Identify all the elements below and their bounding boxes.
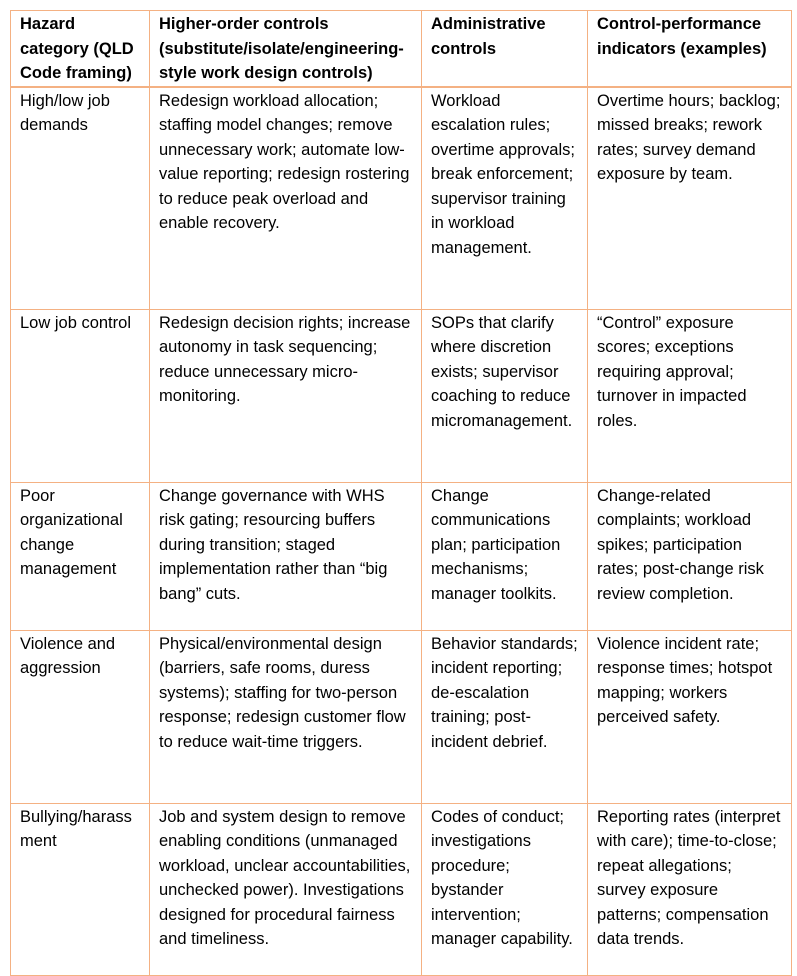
administrative-cell: Change communications plan; participation mechanisms; manager toolkits. — [422, 482, 588, 630]
header-administrative-controls: Administrative controls — [422, 11, 588, 87]
higher-order-cell: Physical/environmental design (barriers, safe rooms, duress systems); staffing for two-person response; redesign customer flow to reduce wait-time triggers. — [150, 630, 422, 803]
administrative-cell: Behavior standards; incident reporting; de-escalation training; post-incident debrief. — [422, 630, 588, 803]
table-row — [11, 630, 792, 803]
hazard-cell: Violence and aggression — [11, 630, 150, 803]
indicators-cell: Reporting rates (interpret with care); time-to-close; repeat allegations; survey exposure patterns; compensation data trends. — [588, 803, 792, 975]
table-row — [11, 803, 792, 975]
table-row — [11, 309, 792, 482]
header-performance-indicators: Control-performance indicators (examples) — [588, 11, 792, 87]
hazard-cell: Low job control — [11, 309, 150, 482]
higher-order-cell: Change governance with WHS risk gating; resourcing buffers during transition; staged implementation rather than “big bang” cuts. — [150, 482, 422, 630]
indicators-cell: Change-related complaints; workload spikes; participation rates; post-change risk review completion. — [588, 482, 792, 630]
indicators-cell: Overtime hours; backlog; missed breaks; rework rates; survey demand exposure by team. — [588, 87, 792, 310]
table-header-row — [11, 11, 792, 87]
higher-order-cell: Redesign workload allocation; staffing model changes; remove unnecessary work; automate low-value reporting; redesign rostering to reduce peak overload and enable recovery. — [150, 87, 422, 310]
table-row — [11, 482, 792, 630]
hazard-controls-table — [10, 10, 792, 976]
hazard-cell: Bullying/harassment — [11, 803, 150, 975]
indicators-cell: Violence incident rate; response times; hotspot mapping; workers perceived safety. — [588, 630, 792, 803]
administrative-cell: SOPs that clarify where discretion exists; supervisor coaching to reduce micromanagement. — [422, 309, 588, 482]
administrative-cell: Codes of conduct; investigations procedure; bystander intervention; manager capability. — [422, 803, 588, 975]
higher-order-cell: Redesign decision rights; increase autonomy in task sequencing; reduce unnecessary micro-monitoring. — [150, 309, 422, 482]
header-higher-order-controls: Higher-order controls (substitute/isolate/engineering-style work design controls) — [150, 11, 422, 87]
header-hazard-category: Hazard category (QLD Code framing) — [11, 11, 150, 87]
administrative-cell: Workload escalation rules; overtime approvals; break enforcement; supervisor training in workload management. — [422, 87, 588, 310]
indicators-cell: “Control” exposure scores; exceptions requiring approval; turnover in impacted roles. — [588, 309, 792, 482]
higher-order-cell: Job and system design to remove enabling conditions (unmanaged workload, unclear accountabilities, unchecked power). Investigations designed for procedural fairness and timeliness. — [150, 803, 422, 975]
hazard-cell: High/low job demands — [11, 87, 150, 310]
table-row — [11, 87, 792, 310]
hazard-cell: Poor organizational change management — [11, 482, 150, 630]
